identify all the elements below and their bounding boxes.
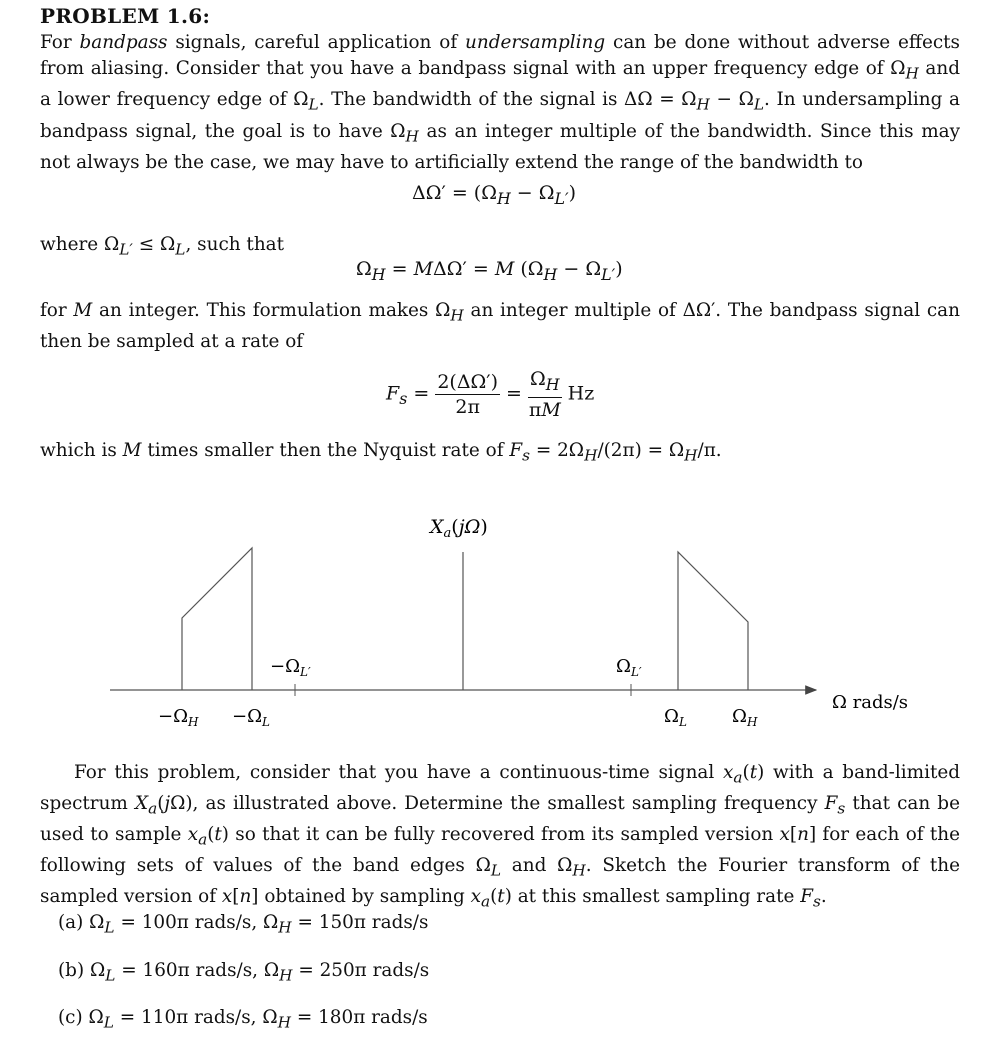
intro-paragraph: For bandpass signals, careful application of undersampling can be done without adverse effects from aliasing. Consider that you have a bandpass signal with an upper frequency edge of $\Omega_H$ and a lower frequency edge of $\Omega_L$. The bandwidth of the signal is $\Delta\Omega = \Omega_H - \Omega_L$. In undersampling a bandpass signal, the goal is to have $\Omega_H$ as an integer multiple of the bandwidth. Since this may not always be the case, we may have to artificially extend the range of the bandwidth to bbox=[40, 32, 960, 173]
label-omega-h: $\Omega_H$ bbox=[732, 706, 758, 729]
label-omega-l: $\Omega_L$ bbox=[664, 706, 687, 729]
left-spectrum-band bbox=[182, 548, 252, 690]
undersampling-emphasis: undersampling bbox=[465, 32, 606, 53]
figure-title: $X_a(j\Omega)$ bbox=[430, 516, 488, 541]
question-paragraph: For this problem, consider that you have a continuous-time signal $x_a(t)$ with a band-limited spectrum $X_a(j\Omega)$, as illustrated above. Determine the smallest sampling frequency $F_s$ that can be used to sample $x_a(t)$ so that it can be fully recovered from its sampled version x[n] for each of the following sets of values of the band edges $\Omega_L$ and $\Omega_H$. Sketch the Fourier transform of the sampled version of x[n] obtained by sampling $x_a(t)$ at this smallest sampling rate $F_s$. bbox=[40, 762, 961, 911]
equation-sampling-rate: $F_s$ = $\frac{2(\Delta\Omega')}{2\pi}$ = $\frac{\Omega_H}{\pi M}$ Hz bbox=[386, 368, 595, 421]
axis-label: Ω rads/s bbox=[832, 692, 909, 713]
label-neg-omega-lp: $-\Omega_{L'}$ bbox=[270, 656, 311, 679]
item-label: (c) bbox=[58, 1007, 83, 1029]
fraction-omega-h: $\frac{\Omega_H}{\pi M}$ bbox=[528, 368, 561, 421]
item-label: (b) bbox=[58, 959, 85, 981]
nyquist-paragraph: which is M times smaller then the Nyquist rate of $F_s = 2\Omega_H/(2\pi) = \Omega_H/\pi$. bbox=[40, 440, 722, 465]
question-item-b: (b) $\Omega_L = 160\pi$ rads/s, $\Omega_H = 250\pi$ rads/s bbox=[58, 959, 430, 985]
label-neg-omega-l: $-\Omega_L$ bbox=[232, 706, 270, 729]
item-label: (a) bbox=[58, 912, 84, 933]
integer-formulation-paragraph: for M an integer. This formulation makes $\Omega_H$ an integer multiple of ΔΩ′. The bandpass signal can then be sampled at a rate of bbox=[40, 300, 960, 353]
question-item-c: (c) $\Omega_L = 110\pi$ rads/s, $\Omega_H = 180\pi$ rads/s bbox=[58, 1007, 428, 1033]
question-item-a: (a) $\Omega_L = 100\pi$ rads/s, $\Omega_H = 150\pi$ rads/s bbox=[58, 912, 429, 937]
label-omega-lp: $\Omega_{L'}$ bbox=[616, 656, 642, 679]
equation-integer-multiple: $\Omega_H = M\Delta\Omega' = M$ $(\Omega_H - \Omega_{L'})$ bbox=[356, 258, 623, 284]
question-items bbox=[58, 910, 429, 1053]
problem-title: PROBLEM 1.6: bbox=[40, 4, 211, 28]
spectrum-figure bbox=[0, 500, 982, 740]
bandpass-emphasis: bandpass bbox=[79, 32, 168, 53]
right-spectrum-band bbox=[678, 552, 748, 690]
label-neg-omega-h: $-\Omega_H$ bbox=[158, 706, 199, 729]
equation-bandwidth-extension: $\Delta\Omega' = (\Omega_H - \Omega_{L'})$ bbox=[412, 182, 577, 208]
fraction-bandwidth: $\frac{2(\Delta\Omega')}{2\pi}$ bbox=[437, 370, 499, 418]
unit-hz: Hz bbox=[567, 382, 595, 405]
where-text: where $\Omega_{L'} \le \Omega_L$, such that bbox=[40, 234, 285, 259]
